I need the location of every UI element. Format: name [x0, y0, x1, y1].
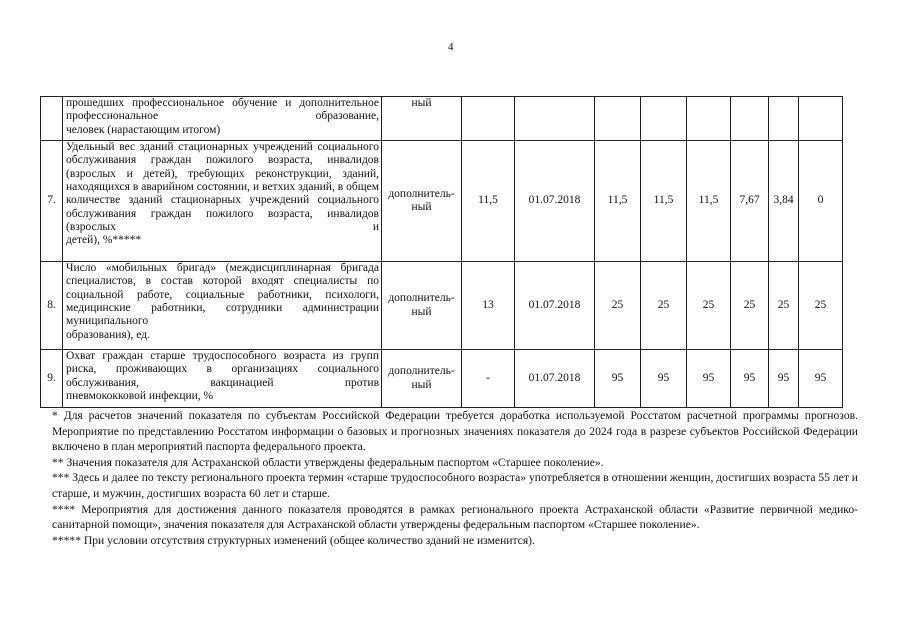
value-cell: 25: [641, 262, 687, 350]
base-date: 01.07.2018: [515, 350, 595, 408]
value-cell: 95: [595, 350, 641, 408]
value-cell: 25: [595, 262, 641, 350]
indicator-name: Охват граждан старше трудоспособного возраста из групп риска, проживающих в организациях социального обслуживания, вакцинацией против пневмококковой инфекции, %: [63, 350, 382, 408]
value-cell: 3,84: [769, 141, 799, 262]
footnote: ***** При условии отсутствия структурных изменений (общее количество зданий не изменится).: [52, 533, 535, 547]
row-number: 7.: [41, 141, 63, 262]
indicator-type: дополнитель-ный: [382, 262, 462, 350]
indicator-type: дополнитель-ный: [382, 141, 462, 262]
table-row: [41, 97, 843, 141]
table-row: [41, 350, 843, 408]
value-cell: 7,67: [731, 141, 769, 262]
row-number: 8.: [41, 262, 63, 350]
page-number: 4: [448, 41, 454, 53]
base-value: -: [462, 350, 515, 408]
base-date: 01.07.2018: [515, 262, 595, 350]
indicator-type: дополнитель-ный: [382, 350, 462, 408]
value-cell: [687, 97, 731, 141]
value-cell: 95: [769, 350, 799, 408]
footnote: *** Здесь и далее по тексту регионального проекта термин «старше трудоспособного возраста» употребляется в отношении женщин, достигших возраста 55 лет и старше, и мужчин, достигших возраста 60 лет и старше.: [52, 471, 858, 500]
value-cell: 25: [731, 262, 769, 350]
row-number: 9.: [41, 350, 63, 408]
base-value: [462, 97, 515, 141]
value-cell: 11,5: [641, 141, 687, 262]
table-row: [41, 262, 843, 350]
value-cell: [799, 97, 843, 141]
value-cell: [731, 97, 769, 141]
indicator-name: Число «мобильных бригад» (междисциплинарная бригада специалистов, в состав которой входят специалисты по социальной работе, социальные работники, психологи, медицинские работники, сотрудники администрации муниципального образования), ед.: [63, 262, 382, 350]
value-cell: 11,5: [687, 141, 731, 262]
footnote: **** Мероприятия для достижения данного показателя проводятся в рамках регионального проекта Астраханской области «Развитие первичной медико-санитарной помощи», значения показателя для Астраханской области утверждены федеральным паспортом «Старшее поколение».: [52, 502, 858, 532]
indicator-name: прошедших профессиональное обучение и дополнительное профессиональное образование, человек (нарастающим итогом): [63, 97, 382, 141]
base-date: 01.07.2018: [515, 141, 595, 262]
base-date: [515, 97, 595, 141]
value-cell: 25: [799, 262, 843, 350]
value-cell: 25: [687, 262, 731, 350]
value-cell: 95: [731, 350, 769, 408]
value-cell: 95: [687, 350, 731, 408]
indicators-table: [40, 96, 843, 408]
value-cell: [595, 97, 641, 141]
value-cell: [769, 97, 799, 141]
indicator-type: ный: [382, 97, 462, 141]
table-row: [41, 141, 843, 262]
row-number: [41, 97, 63, 141]
value-cell: [641, 97, 687, 141]
footnote: ** Значения показателя для Астраханской области утверждены федеральным паспортом «Старшее поколение».: [52, 455, 604, 469]
indicator-name: Удельный вес зданий стационарных учреждений социального обслуживания граждан пожилого возраста, инвалидов (взрослых и детей), требующих реконструкции, зданий, находящихся в аварийном состоянии, и ветхих зданий, в общем количестве зданий стационарных учреждений социального обслуживания граждан пожилого возраста, инвалидов (взрослых и детей), %*****: [63, 141, 382, 262]
base-value: 11,5: [462, 141, 515, 262]
base-value: 13: [462, 262, 515, 350]
footnote: * Для расчетов значений показателя по субъектам Российской Федерации требуется доработка используемой Росстатом расчетной программы прогнозов. Мероприятие по представлению Росстатом информации о базовых и прогнозных значениях показателя до 2024 года в разрезе субъектов Российской Федерации включено в план мероприятий паспорта федерального проекта.: [52, 409, 858, 454]
value-cell: 95: [799, 350, 843, 408]
value-cell: 0: [799, 141, 843, 262]
footnotes: [52, 408, 858, 548]
value-cell: 25: [769, 262, 799, 350]
value-cell: 95: [641, 350, 687, 408]
value-cell: 11,5: [595, 141, 641, 262]
